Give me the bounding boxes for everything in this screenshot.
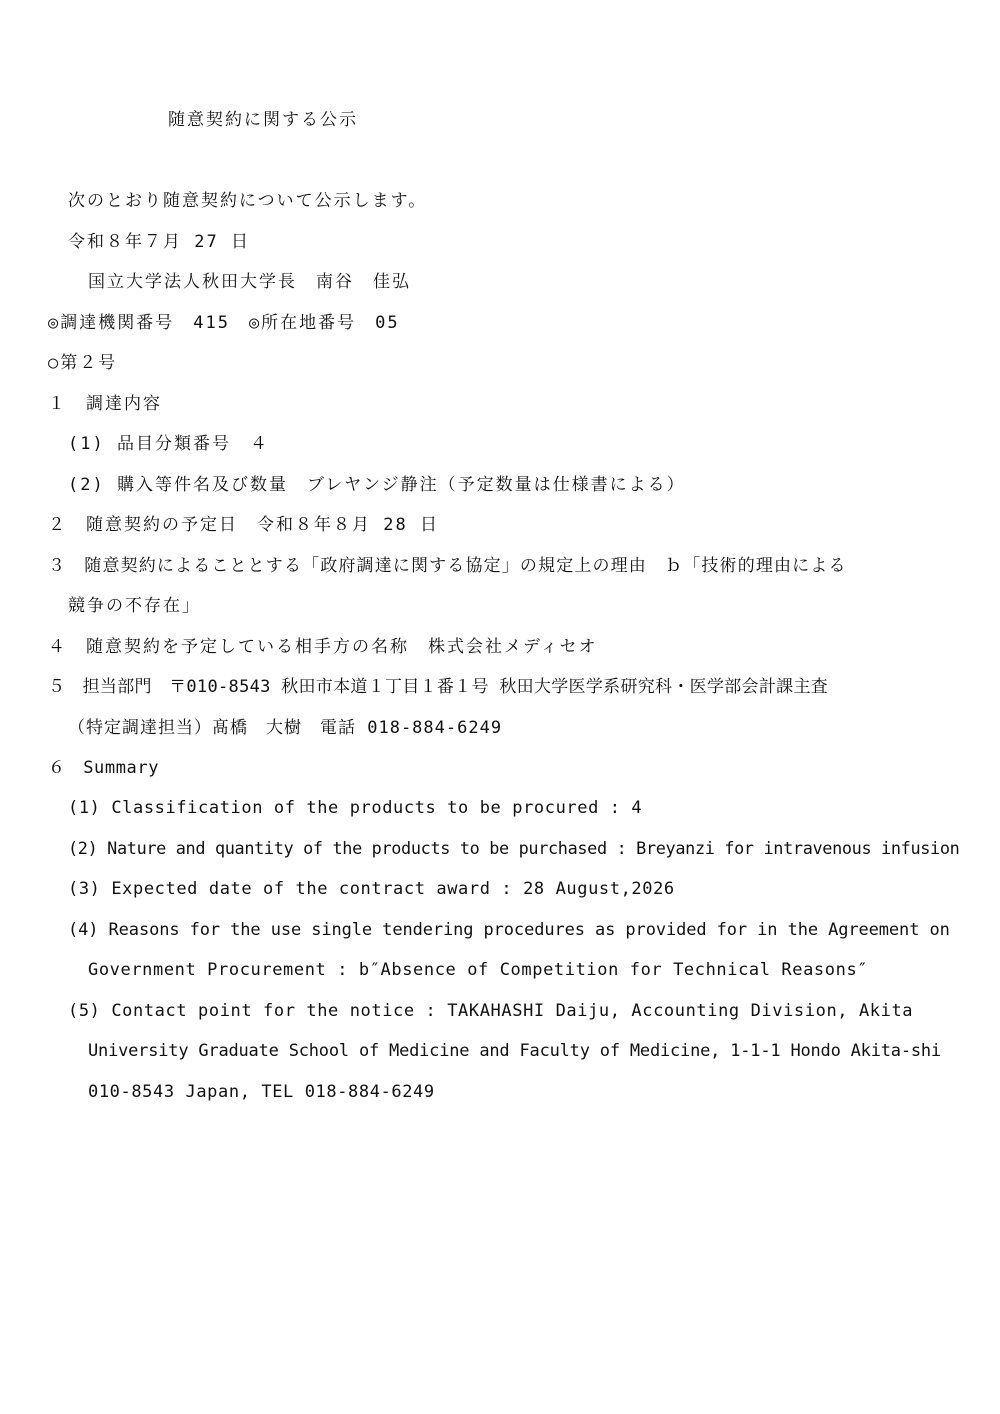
section-1-heading: １ 調達内容 xyxy=(48,394,162,414)
summary-item-5-line-1: (5) Contact point for the notice : TAKAHASHI Daiju, Accounting Division, Akita xyxy=(68,1001,914,1021)
section-5-line-2: （特定調達担当）髙橋 大樹 電話 018-884-6249 xyxy=(68,718,503,738)
summary-item-4-line-2: Government Procurement : b″Absence of Competition for Technical Reasons″ xyxy=(88,960,869,980)
section-2: ２ 随意契約の予定日 令和８年８月 28 日 xyxy=(48,515,439,535)
section-1-item-1: (1) 品目分類番号 ４ xyxy=(68,434,269,454)
org-codes: ◎調達機関番号 415 ◎所在地番号 05 xyxy=(48,313,400,333)
section-3-line-2: 競争の不存在」 xyxy=(68,596,201,616)
summary-item-5-line-2: University Graduate School of Medicine and Faculty of Medicine, 1-1-1 Hondo Akita-shi xyxy=(88,1041,941,1061)
notice-intro: 次のとおり随意契約について公示します。 xyxy=(68,191,428,211)
summary-item-5-line-3: 010-8543 Japan, TEL 018-884-6249 xyxy=(88,1082,435,1102)
summary-item-4-line-1: (4) Reasons for the use single tendering procedures as provided for in the Agreement on xyxy=(68,920,950,940)
summary-item-2: (2) Nature and quantity of the products to be purchased : Breyanzi for intravenous infusion xyxy=(68,839,960,859)
summary-item-1: (1) Classification of the products to be procured : 4 xyxy=(68,798,643,818)
notice-number: ○第２号 xyxy=(48,353,118,373)
notice-date: 令和８年７月 27 日 xyxy=(68,232,250,252)
summary-heading: ６ Summary xyxy=(48,758,160,778)
notice-title: 随意契約に関する公示 xyxy=(168,110,358,130)
notice-issuer: 国立大学法人秋田大学長 南谷 佳弘 xyxy=(88,272,411,292)
section-3-line-1: ３ 随意契約によることとする「政府調達に関する協定」の規定上の理由 ｂ「技術的理由による xyxy=(48,556,847,576)
section-1-item-2: (2) 購入等件名及び数量 ブレヤンジ静注（予定数量は仕様書による） xyxy=(68,475,686,495)
section-5-line-1: ５ 担当部門 〒010-8543 秋田市本道１丁目１番１号 秋田大学医学系研究科・医学部会計課主査 xyxy=(48,677,829,697)
summary-item-3: (3) Expected date of the contract award : 28 August,2026 xyxy=(68,879,675,899)
section-4: ４ 随意契約を予定している相手方の名称 株式会社メディセオ xyxy=(48,637,598,657)
